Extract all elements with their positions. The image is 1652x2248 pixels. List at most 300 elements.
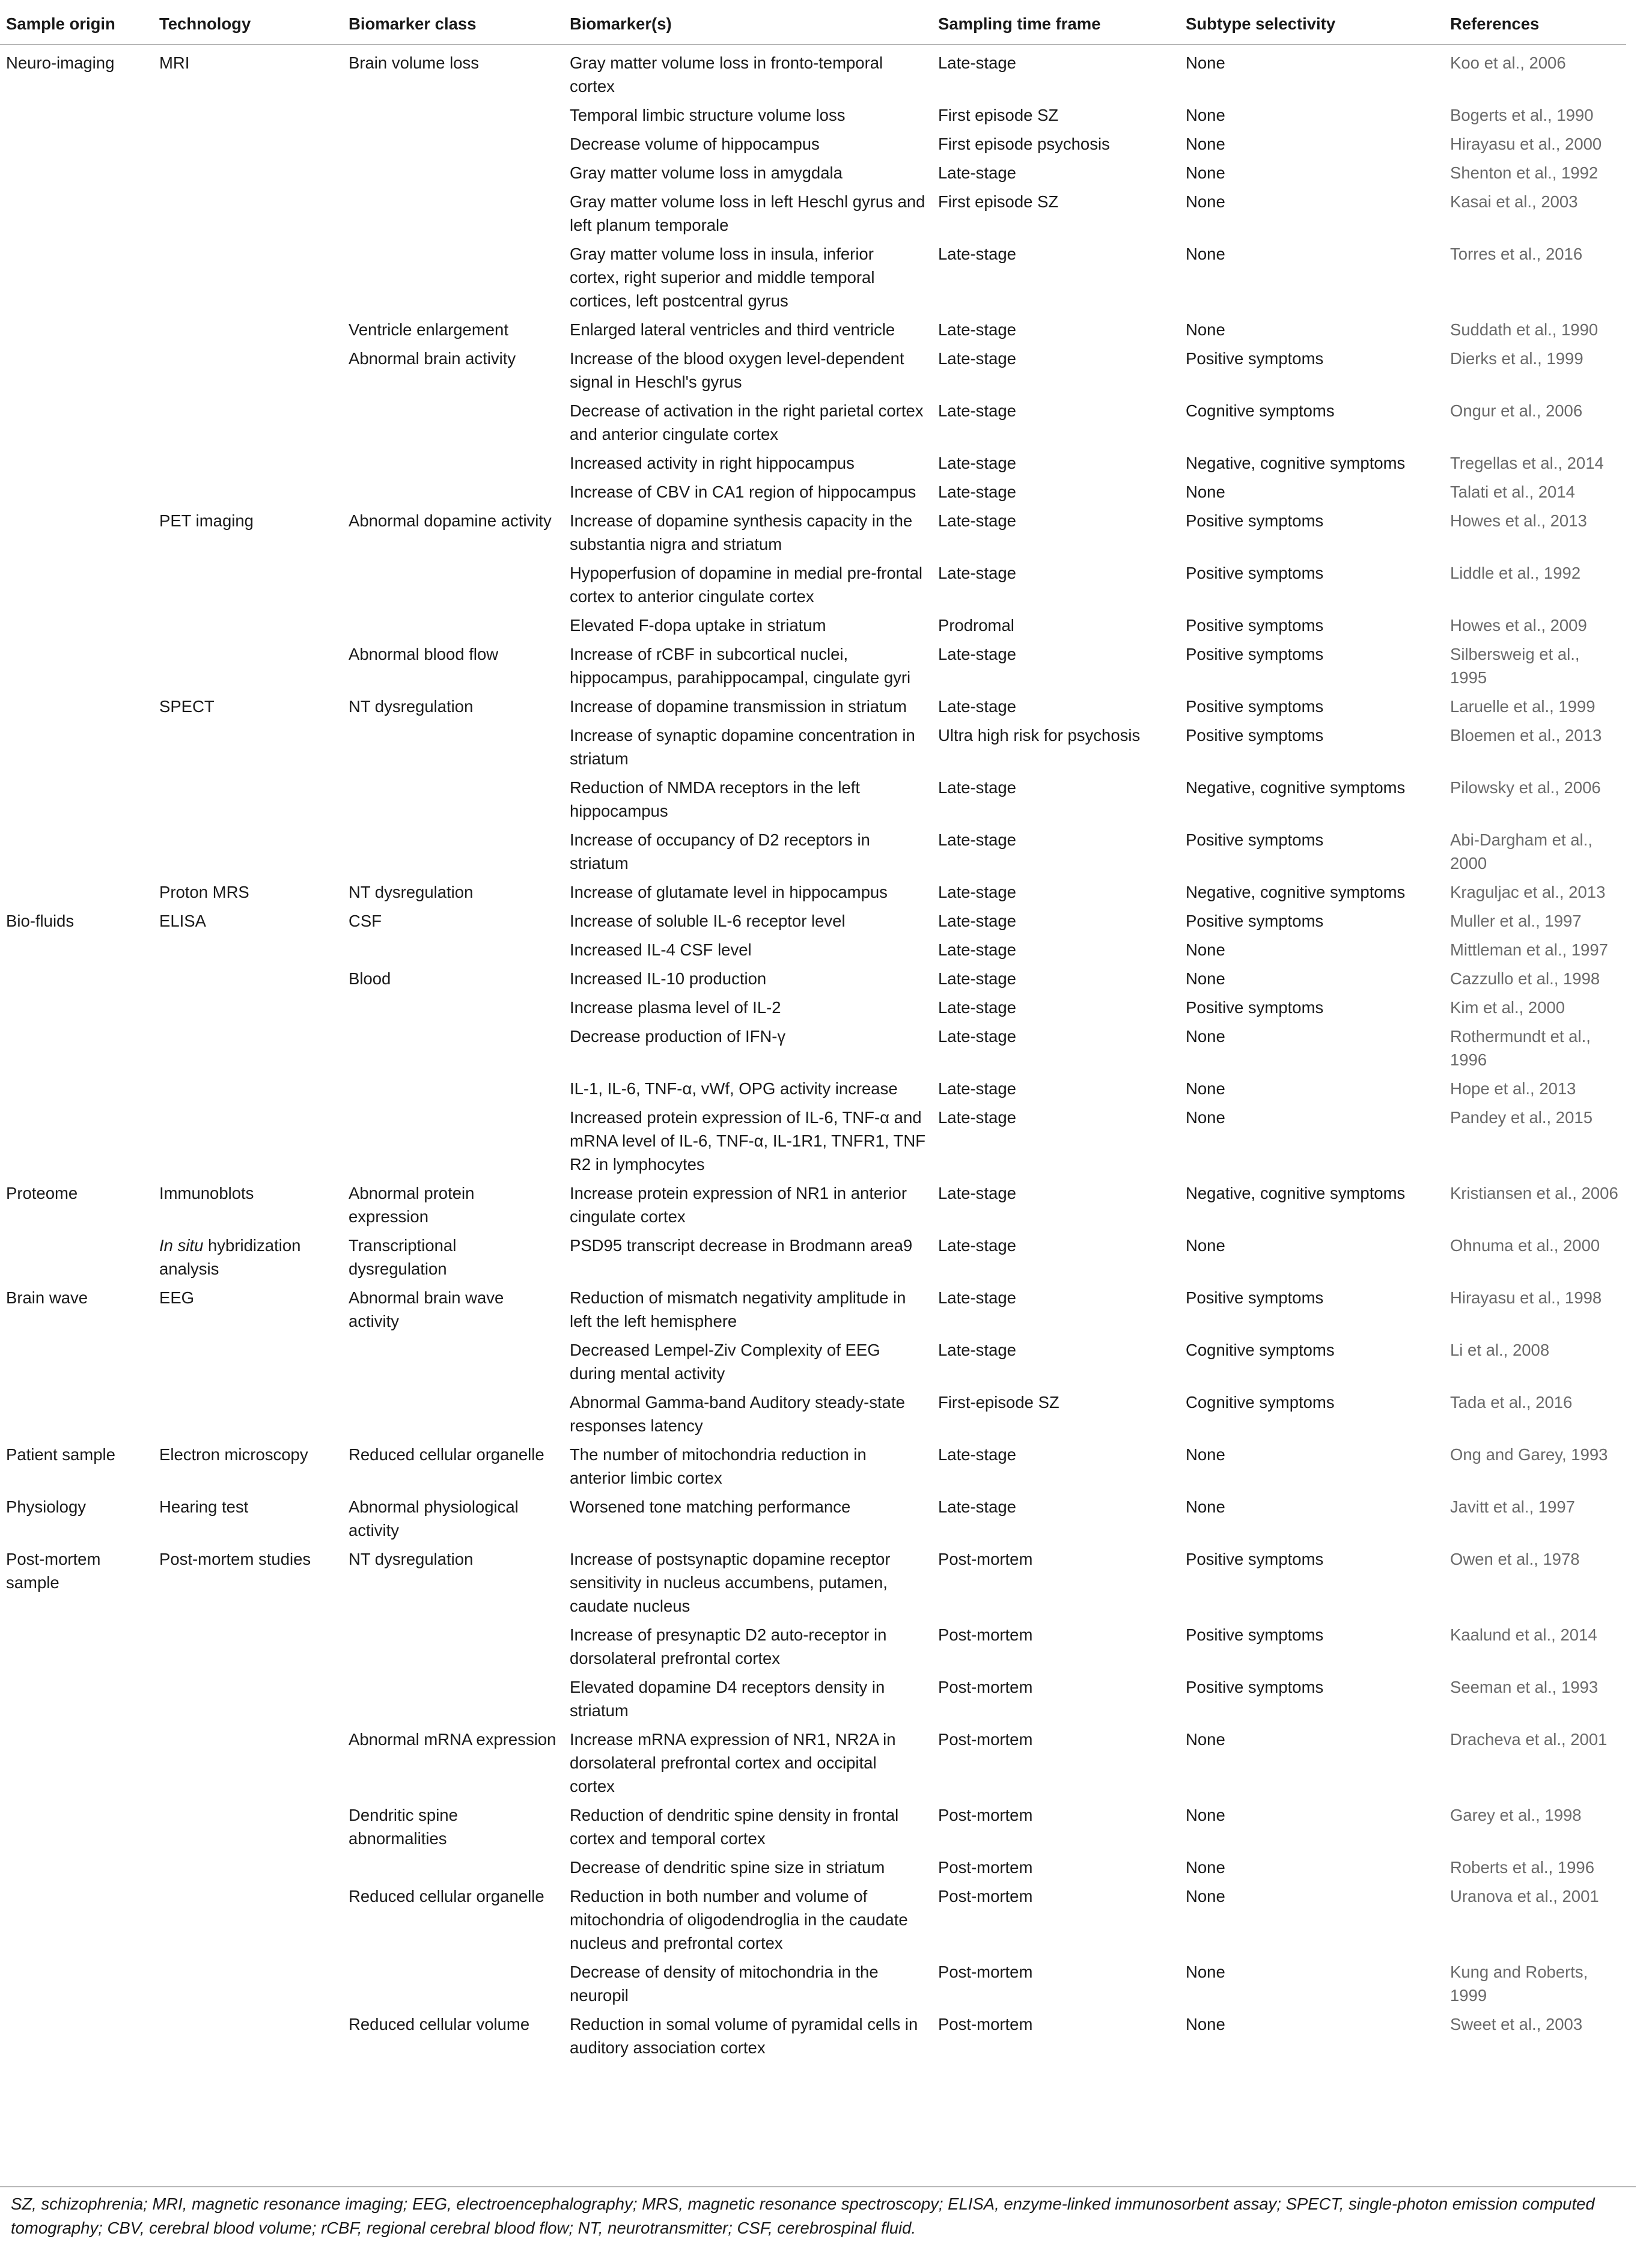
table-row <box>0 315 1626 344</box>
cell-references: Kung and Roberts, 1999 <box>1450 1963 1588 2005</box>
cell-sample-origin <box>0 1853 153 1881</box>
cell-subtype-selectivity: Positive symptoms <box>1186 564 1324 582</box>
column-header-sampling-time-frame: Sampling time frame <box>932 7 1180 44</box>
cell-subtype-selectivity: Positive symptoms <box>1186 1550 1324 1568</box>
cell-biomarker-class <box>343 558 564 611</box>
cell-sampling-time-frame: Late-stage <box>938 245 1016 263</box>
cell-references: Koo et al., 2006 <box>1450 53 1566 72</box>
cell-biomarker-class <box>343 1387 564 1440</box>
cell-subtype-selectivity: None <box>1186 1963 1225 1981</box>
cell-technology <box>153 1881 343 1957</box>
cell-sampling-time-frame: Late-stage <box>938 163 1016 182</box>
cell-sample-origin <box>0 825 153 877</box>
cell-biomarkers: Enlarged lateral ventricles and third ventricle <box>570 320 895 339</box>
cell-biomarker-class <box>343 129 564 158</box>
cell-subtype-selectivity: Cognitive symptoms <box>1186 1341 1335 1359</box>
cell-subtype-selectivity: None <box>1186 969 1225 988</box>
cell-subtype-selectivity: None <box>1186 1079 1225 1098</box>
cell-technology <box>153 964 343 993</box>
cell-biomarkers: Increased activity in right hippocampus <box>570 454 855 472</box>
cell-biomarkers: Increase of CBV in CA1 region of hippocampus <box>570 483 916 501</box>
cell-subtype-selectivity: None <box>1186 163 1225 182</box>
cell-sampling-time-frame: Late-stage <box>938 483 1016 501</box>
table-row <box>0 1440 1626 1492</box>
table-row <box>0 1881 1626 1957</box>
cell-technology <box>153 639 343 692</box>
cell-biomarker-class <box>343 448 564 477</box>
table-row <box>0 1387 1626 1440</box>
cell-sample-origin <box>0 506 153 558</box>
cell-subtype-selectivity: Positive symptoms <box>1186 645 1324 663</box>
cell-sampling-time-frame: Late-stage <box>938 1079 1016 1098</box>
cell-technology: In situ hybridization analysis <box>159 1236 301 1278</box>
cell-sampling-time-frame: Late-stage <box>938 320 1016 339</box>
cell-references: Roberts et al., 1996 <box>1450 1858 1595 1877</box>
cell-biomarker-class <box>343 158 564 187</box>
cell-subtype-selectivity: Positive symptoms <box>1186 998 1324 1017</box>
cell-biomarkers: Reduction of dendritic spine density in frontal cortex and temporal cortex <box>570 1806 899 1848</box>
cell-technology <box>153 396 343 448</box>
cell-sampling-time-frame: Late-stage <box>938 1027 1016 1046</box>
cell-biomarker-class <box>343 477 564 506</box>
cell-references: Liddle et al., 1992 <box>1450 564 1581 582</box>
cell-biomarker-class: Transcriptional dysregulation <box>349 1236 457 1278</box>
cell-biomarkers: Decrease of density of mitochondria in the neuropil <box>570 1963 879 2005</box>
cell-subtype-selectivity: Positive symptoms <box>1186 830 1324 849</box>
cell-technology <box>153 1620 343 1672</box>
cell-sampling-time-frame: Late-stage <box>938 349 1016 368</box>
cell-sample-origin: Patient sample <box>6 1445 115 1464</box>
cell-technology <box>153 187 343 239</box>
cell-references: Sweet et al., 2003 <box>1450 2015 1583 2033</box>
cell-sample-origin <box>0 935 153 964</box>
cell-biomarker-class: Abnormal dopamine activity <box>349 511 552 530</box>
cell-subtype-selectivity: Positive symptoms <box>1186 616 1324 635</box>
cell-sampling-time-frame: Post-mortem <box>938 1963 1033 1981</box>
cell-biomarker-class <box>343 1103 564 1178</box>
cell-sampling-time-frame: Post-mortem <box>938 1858 1033 1877</box>
cell-subtype-selectivity: None <box>1186 53 1225 72</box>
cell-subtype-selectivity: None <box>1186 245 1225 263</box>
cell-sample-origin: Physiology <box>6 1497 86 1516</box>
cell-sampling-time-frame: Post-mortem <box>938 1678 1033 1696</box>
cell-biomarkers: Increased protein expression of IL-6, TNF-α and mRNA level of IL-6, TNF-α, IL-1R1, TNFR1, TNF R2 in lymphocytes <box>570 1108 926 1174</box>
cell-technology: Electron microscopy <box>159 1445 308 1464</box>
cell-biomarker-class: Abnormal physiological activity <box>349 1497 519 1540</box>
cell-biomarker-class <box>343 187 564 239</box>
cell-sample-origin: Bio-fluids <box>6 912 75 930</box>
cell-biomarkers: Reduction in both number and volume of mitochondria of oligodendroglia in the caudate nucleus and prefrontal cortex <box>570 1887 908 1952</box>
cell-sample-origin <box>0 315 153 344</box>
table-body <box>0 44 1626 2062</box>
cell-biomarker-class: Ventricle enlargement <box>349 320 508 339</box>
header-row <box>0 7 1626 44</box>
cell-sampling-time-frame: Late-stage <box>938 1445 1016 1464</box>
cell-sampling-time-frame: Post-mortem <box>938 1625 1033 1644</box>
cell-technology <box>153 611 343 639</box>
cell-references: Javitt et al., 1997 <box>1450 1497 1575 1516</box>
cell-technology <box>153 315 343 344</box>
cell-references: Kasai et al., 2003 <box>1450 192 1578 211</box>
table-row <box>0 639 1626 692</box>
table-row <box>0 187 1626 239</box>
cell-biomarker-class: NT dysregulation <box>349 697 474 716</box>
cell-biomarkers: Increased IL-10 production <box>570 969 767 988</box>
cell-sample-origin <box>0 1074 153 1103</box>
cell-subtype-selectivity: Positive symptoms <box>1186 349 1324 368</box>
cell-biomarker-class <box>343 1672 564 1725</box>
cell-references: Shenton et al., 1992 <box>1450 163 1599 182</box>
cell-biomarkers: IL-1, IL-6, TNF-α, vWf, OPG activity increase <box>570 1079 898 1098</box>
cell-technology <box>153 720 343 773</box>
cell-biomarker-class: Blood <box>349 969 391 988</box>
cell-references: Laruelle et al., 1999 <box>1450 697 1596 716</box>
table-row <box>0 993 1626 1022</box>
cell-biomarker-class <box>343 773 564 825</box>
cell-sample-origin: Neuro-imaging <box>6 53 115 72</box>
cell-biomarkers: Worsened tone matching performance <box>570 1497 851 1516</box>
table-row <box>0 1335 1626 1387</box>
cell-references: Hope et al., 2013 <box>1450 1079 1576 1098</box>
cell-sampling-time-frame: Ultra high risk for psychosis <box>938 726 1141 745</box>
cell-biomarker-class <box>343 1335 564 1387</box>
cell-sample-origin <box>0 1231 153 1283</box>
cell-sampling-time-frame: Late-stage <box>938 883 1016 901</box>
cell-sample-origin <box>0 558 153 611</box>
cell-subtype-selectivity: Positive symptoms <box>1186 726 1324 745</box>
cell-subtype-selectivity: None <box>1186 1236 1225 1255</box>
cell-sample-origin <box>0 1335 153 1387</box>
cell-biomarkers: Decrease production of IFN-γ <box>570 1027 786 1046</box>
cell-sampling-time-frame: Prodromal <box>938 616 1014 635</box>
cell-references: Dierks et al., 1999 <box>1450 349 1583 368</box>
cell-subtype-selectivity: None <box>1186 1108 1225 1127</box>
cell-references: Bogerts et al., 1990 <box>1450 106 1594 124</box>
cell-technology <box>153 1335 343 1387</box>
cell-technology: ELISA <box>159 912 206 930</box>
cell-technology: EEG <box>159 1288 195 1307</box>
table-row <box>0 1283 1626 1335</box>
cell-sample-origin <box>0 448 153 477</box>
cell-sampling-time-frame: Post-mortem <box>938 2015 1033 2033</box>
cell-biomarkers: Increase of presynaptic D2 auto-receptor in dorsolateral prefrontal cortex <box>570 1625 887 1668</box>
cell-references: Suddath et al., 1990 <box>1450 320 1599 339</box>
table-footnote: SZ, schizophrenia; MRI, magnetic resonance imaging; EEG, electroencephalography; MRS, magnetic resonance spectroscopy; ELISA, enzyme-linked immunosorbent assay; SPECT, single-photon emission computed tomography; CBV, cerebral blood volume; rCBF, regional cerebral blood flow; NT, neurotransmitter; CSF, cerebrospinal fluid. <box>11 2195 1595 2237</box>
cell-sample-origin <box>0 158 153 187</box>
table-row <box>0 1620 1626 1672</box>
cell-biomarker-class: Reduced cellular organelle <box>349 1445 544 1464</box>
cell-references: Rothermundt et al., 1996 <box>1450 1027 1591 1069</box>
cell-sample-origin <box>0 877 153 906</box>
table-row <box>0 1800 1626 1853</box>
cell-technology <box>153 935 343 964</box>
table-row <box>0 935 1626 964</box>
table-row <box>0 1957 1626 2009</box>
table-row <box>0 2009 1626 2062</box>
cell-sample-origin <box>0 993 153 1022</box>
cell-sampling-time-frame: Late-stage <box>938 969 1016 988</box>
cell-references: Muller et al., 1997 <box>1450 912 1582 930</box>
cell-subtype-selectivity: None <box>1186 1806 1225 1824</box>
cell-biomarkers: Elevated F-dopa uptake in striatum <box>570 616 826 635</box>
cell-biomarkers: Decreased Lempel-Ziv Complexity of EEG during mental activity <box>570 1341 880 1383</box>
cell-biomarkers: Gray matter volume loss in left Heschl gyrus and left planum temporale <box>570 192 925 234</box>
cell-sample-origin <box>0 1387 153 1440</box>
cell-references: Howes et al., 2009 <box>1450 616 1587 635</box>
cell-technology <box>153 1853 343 1881</box>
cell-references: Torres et al., 2016 <box>1450 245 1583 263</box>
table-row <box>0 1492 1626 1544</box>
cell-references: Mittleman et al., 1997 <box>1450 940 1608 959</box>
cell-references: Uranova et al., 2001 <box>1450 1887 1599 1905</box>
cell-biomarkers: Reduction of mismatch negativity amplitude in left the left hemisphere <box>570 1288 906 1330</box>
cell-sampling-time-frame: Post-mortem <box>938 1730 1033 1749</box>
cell-subtype-selectivity: None <box>1186 1497 1225 1516</box>
table-row <box>0 448 1626 477</box>
cell-biomarkers: Increase of rCBF in subcortical nuclei, hippocampus, parahippocampal, cingulate gyri <box>570 645 911 687</box>
cell-biomarker-class <box>343 720 564 773</box>
cell-sample-origin <box>0 639 153 692</box>
cell-subtype-selectivity: Cognitive symptoms <box>1186 1393 1335 1412</box>
table-row <box>0 611 1626 639</box>
cell-biomarker-class <box>343 935 564 964</box>
cell-subtype-selectivity: None <box>1186 1445 1225 1464</box>
cell-biomarkers: Increase mRNA expression of NR1, NR2A in dorsolateral prefrontal cortex and occipital cortex <box>570 1730 896 1796</box>
cell-sampling-time-frame: Late-stage <box>938 645 1016 663</box>
cell-biomarkers: Increase protein expression of NR1 in anterior cingulate cortex <box>570 1184 907 1226</box>
cell-biomarker-class: Abnormal protein expression <box>349 1184 475 1226</box>
cell-biomarker-class: Brain volume loss <box>349 53 480 72</box>
cell-sampling-time-frame: Late-stage <box>938 1236 1016 1255</box>
cell-sampling-time-frame: Late-stage <box>938 454 1016 472</box>
cell-subtype-selectivity: Positive symptoms <box>1186 1678 1324 1696</box>
cell-sampling-time-frame: Post-mortem <box>938 1887 1033 1905</box>
column-header-references: References <box>1444 7 1626 44</box>
table-row <box>0 558 1626 611</box>
cell-biomarkers: Increase plasma level of IL-2 <box>570 998 781 1017</box>
cell-biomarkers: Gray matter volume loss in insula, inferior cortex, right superior and middle temporal cortices, left postcentral gyrus <box>570 245 875 310</box>
cell-technology <box>153 558 343 611</box>
cell-subtype-selectivity: None <box>1186 1027 1225 1046</box>
cell-references: Pandey et al., 2015 <box>1450 1108 1593 1127</box>
table-header <box>0 7 1626 44</box>
cell-sample-origin <box>0 477 153 506</box>
column-header-subtype-selectivity: Subtype selectivity <box>1180 7 1444 44</box>
cell-sampling-time-frame: Post-mortem <box>938 1806 1033 1824</box>
cell-sample-origin: Brain wave <box>6 1288 88 1307</box>
cell-sampling-time-frame: Late-stage <box>938 697 1016 716</box>
cell-subtype-selectivity: None <box>1186 192 1225 211</box>
cell-sample-origin <box>0 2009 153 2062</box>
cell-biomarker-class: Dendritic spine abnormalities <box>349 1806 458 1848</box>
cell-references: Kristiansen et al., 2006 <box>1450 1184 1618 1202</box>
cell-references: Kaalund et al., 2014 <box>1450 1625 1597 1644</box>
cell-biomarkers: Increase of dopamine transmission in striatum <box>570 697 907 716</box>
cell-sampling-time-frame: Late-stage <box>938 401 1016 420</box>
cell-technology: MRI <box>159 53 190 72</box>
cell-sample-origin <box>0 692 153 720</box>
cell-technology <box>153 1103 343 1178</box>
cell-sampling-time-frame: Late-stage <box>938 940 1016 959</box>
cell-sample-origin <box>0 1800 153 1853</box>
cell-sampling-time-frame: Late-stage <box>938 778 1016 797</box>
cell-technology <box>153 1800 343 1853</box>
cell-technology <box>153 1725 343 1800</box>
cell-references: Pilowsky et al., 2006 <box>1450 778 1601 797</box>
cell-sampling-time-frame: Late-stage <box>938 1497 1016 1516</box>
table-row <box>0 964 1626 993</box>
table-row <box>0 773 1626 825</box>
cell-technology: Proton MRS <box>159 883 249 901</box>
cell-technology <box>153 1672 343 1725</box>
cell-technology <box>153 825 343 877</box>
cell-sample-origin: Proteome <box>6 1184 78 1202</box>
cell-biomarker-class: CSF <box>349 912 382 930</box>
cell-subtype-selectivity: None <box>1186 135 1225 153</box>
cell-sampling-time-frame: Late-stage <box>938 998 1016 1017</box>
cell-biomarkers: Decrease of activation in the right parietal cortex and anterior cingulate cortex <box>570 401 924 443</box>
cell-sample-origin <box>0 720 153 773</box>
table-row <box>0 1074 1626 1103</box>
cell-subtype-selectivity: None <box>1186 1858 1225 1877</box>
cell-biomarkers: Reduction of NMDA receptors in the left hippocampus <box>570 778 861 820</box>
cell-references: Kraguljac et al., 2013 <box>1450 883 1606 901</box>
cell-biomarker-class: Abnormal brain wave activity <box>349 1288 504 1330</box>
cell-subtype-selectivity: Negative, cognitive symptoms <box>1186 454 1406 472</box>
cell-sample-origin <box>0 773 153 825</box>
cell-sample-origin <box>0 396 153 448</box>
table-row <box>0 1231 1626 1283</box>
cell-sample-origin <box>0 1725 153 1800</box>
cell-references: Howes et al., 2013 <box>1450 511 1587 530</box>
column-header-sample-origin: Sample origin <box>0 7 153 44</box>
table-row <box>0 100 1626 129</box>
table-row <box>0 906 1626 935</box>
cell-biomarker-class <box>343 993 564 1022</box>
cell-sampling-time-frame: Late-stage <box>938 1288 1016 1307</box>
table-row <box>0 825 1626 877</box>
cell-references: Tregellas et al., 2014 <box>1450 454 1604 472</box>
table-row <box>0 506 1626 558</box>
cell-sample-origin <box>0 187 153 239</box>
cell-sampling-time-frame: Late-stage <box>938 912 1016 930</box>
cell-references: Dracheva et al., 2001 <box>1450 1730 1608 1749</box>
cell-biomarker-class: NT dysregulation <box>349 1550 474 1568</box>
cell-sample-origin <box>0 964 153 993</box>
column-header-biomarker-class: Biomarker class <box>343 7 564 44</box>
table-row <box>0 44 1626 100</box>
cell-technology <box>153 100 343 129</box>
cell-references: Tada et al., 2016 <box>1450 1393 1573 1412</box>
cell-subtype-selectivity: None <box>1186 483 1225 501</box>
table-row <box>0 1178 1626 1231</box>
cell-biomarkers: Decrease volume of hippocampus <box>570 135 820 153</box>
cell-sample-origin <box>0 1672 153 1725</box>
cell-biomarkers: The number of mitochondria reduction in anterior limbic cortex <box>570 1445 867 1487</box>
cell-biomarker-class <box>343 239 564 315</box>
cell-technology <box>153 2009 343 2062</box>
cell-biomarker-class: Abnormal blood flow <box>349 645 499 663</box>
cell-biomarkers: Hypoperfusion of dopamine in medial pre-frontal cortex to anterior cingulate cortex <box>570 564 922 606</box>
cell-biomarkers: Increase of occupancy of D2 receptors in striatum <box>570 830 870 873</box>
cell-references: Hirayasu et al., 1998 <box>1450 1288 1602 1307</box>
cell-biomarker-class: Abnormal mRNA expression <box>349 1730 556 1749</box>
cell-biomarker-class <box>343 1074 564 1103</box>
cell-subtype-selectivity: None <box>1186 320 1225 339</box>
cell-references: Owen et al., 1978 <box>1450 1550 1580 1568</box>
cell-references: Ong and Garey, 1993 <box>1450 1445 1608 1464</box>
table-row <box>0 877 1626 906</box>
cell-technology: Post-mortem studies <box>159 1550 311 1568</box>
cell-subtype-selectivity: None <box>1186 940 1225 959</box>
cell-subtype-selectivity: Positive symptoms <box>1186 912 1324 930</box>
cell-biomarkers: Increase of soluble IL-6 receptor level <box>570 912 846 930</box>
table-row <box>0 158 1626 187</box>
cell-technology <box>153 1387 343 1440</box>
cell-subtype-selectivity: None <box>1186 1730 1225 1749</box>
cell-sampling-time-frame: Late-stage <box>938 564 1016 582</box>
cell-biomarkers: Elevated dopamine D4 receptors density in striatum <box>570 1678 885 1720</box>
cell-subtype-selectivity: None <box>1186 106 1225 124</box>
table-row <box>0 1853 1626 1881</box>
cell-biomarker-class <box>343 1957 564 2009</box>
table-row <box>0 720 1626 773</box>
cell-sampling-time-frame: Late-stage <box>938 1184 1016 1202</box>
table-row <box>0 344 1626 396</box>
column-header-biomarkers: Biomarker(s) <box>564 7 932 44</box>
cell-biomarker-class <box>343 611 564 639</box>
cell-biomarkers: Increase of postsynaptic dopamine receptor sensitivity in nucleus accumbens, putamen, caudate nucleus <box>570 1550 891 1615</box>
table-row <box>0 692 1626 720</box>
cell-technology <box>153 1957 343 2009</box>
cell-sample-origin <box>0 611 153 639</box>
cell-references: Abi-Dargham et al., 2000 <box>1450 830 1593 873</box>
cell-biomarkers: Gray matter volume loss in fronto-temporal cortex <box>570 53 883 96</box>
cell-references: Ongur et al., 2006 <box>1450 401 1583 420</box>
biomarker-table <box>0 7 1626 2062</box>
cell-sampling-time-frame: First episode SZ <box>938 192 1059 211</box>
table-row <box>0 1672 1626 1725</box>
cell-subtype-selectivity: Positive symptoms <box>1186 1625 1324 1644</box>
cell-references: Li et al., 2008 <box>1450 1341 1550 1359</box>
cell-sampling-time-frame: First-episode SZ <box>938 1393 1059 1412</box>
table-row <box>0 239 1626 315</box>
cell-references: Silbersweig et al., 1995 <box>1450 645 1580 687</box>
cell-technology <box>153 448 343 477</box>
cell-technology <box>153 773 343 825</box>
cell-sample-origin <box>0 100 153 129</box>
cell-biomarker-class: Reduced cellular volume <box>349 2015 530 2033</box>
cell-biomarker-class <box>343 825 564 877</box>
cell-sampling-time-frame: First episode psychosis <box>938 135 1110 153</box>
cell-references: Ohnuma et al., 2000 <box>1450 1236 1600 1255</box>
cell-sample-origin <box>0 129 153 158</box>
cell-biomarker-class <box>343 1022 564 1074</box>
table-row <box>0 396 1626 448</box>
cell-technology <box>153 477 343 506</box>
cell-biomarkers: Increase of dopamine synthesis capacity in the substantia nigra and striatum <box>570 511 913 553</box>
cell-sampling-time-frame: Late-stage <box>938 53 1016 72</box>
cell-references: Cazzullo et al., 1998 <box>1450 969 1600 988</box>
cell-biomarkers: Gray matter volume loss in amygdala <box>570 163 843 182</box>
cell-biomarker-class: NT dysregulation <box>349 883 474 901</box>
cell-technology <box>153 1074 343 1103</box>
cell-technology: PET imaging <box>159 511 254 530</box>
cell-references: Talati et al., 2014 <box>1450 483 1575 501</box>
cell-biomarkers: Reduction in somal volume of pyramidal cells in auditory association cortex <box>570 2015 918 2057</box>
cell-sampling-time-frame: First episode SZ <box>938 106 1059 124</box>
cell-sampling-time-frame: Late-stage <box>938 830 1016 849</box>
